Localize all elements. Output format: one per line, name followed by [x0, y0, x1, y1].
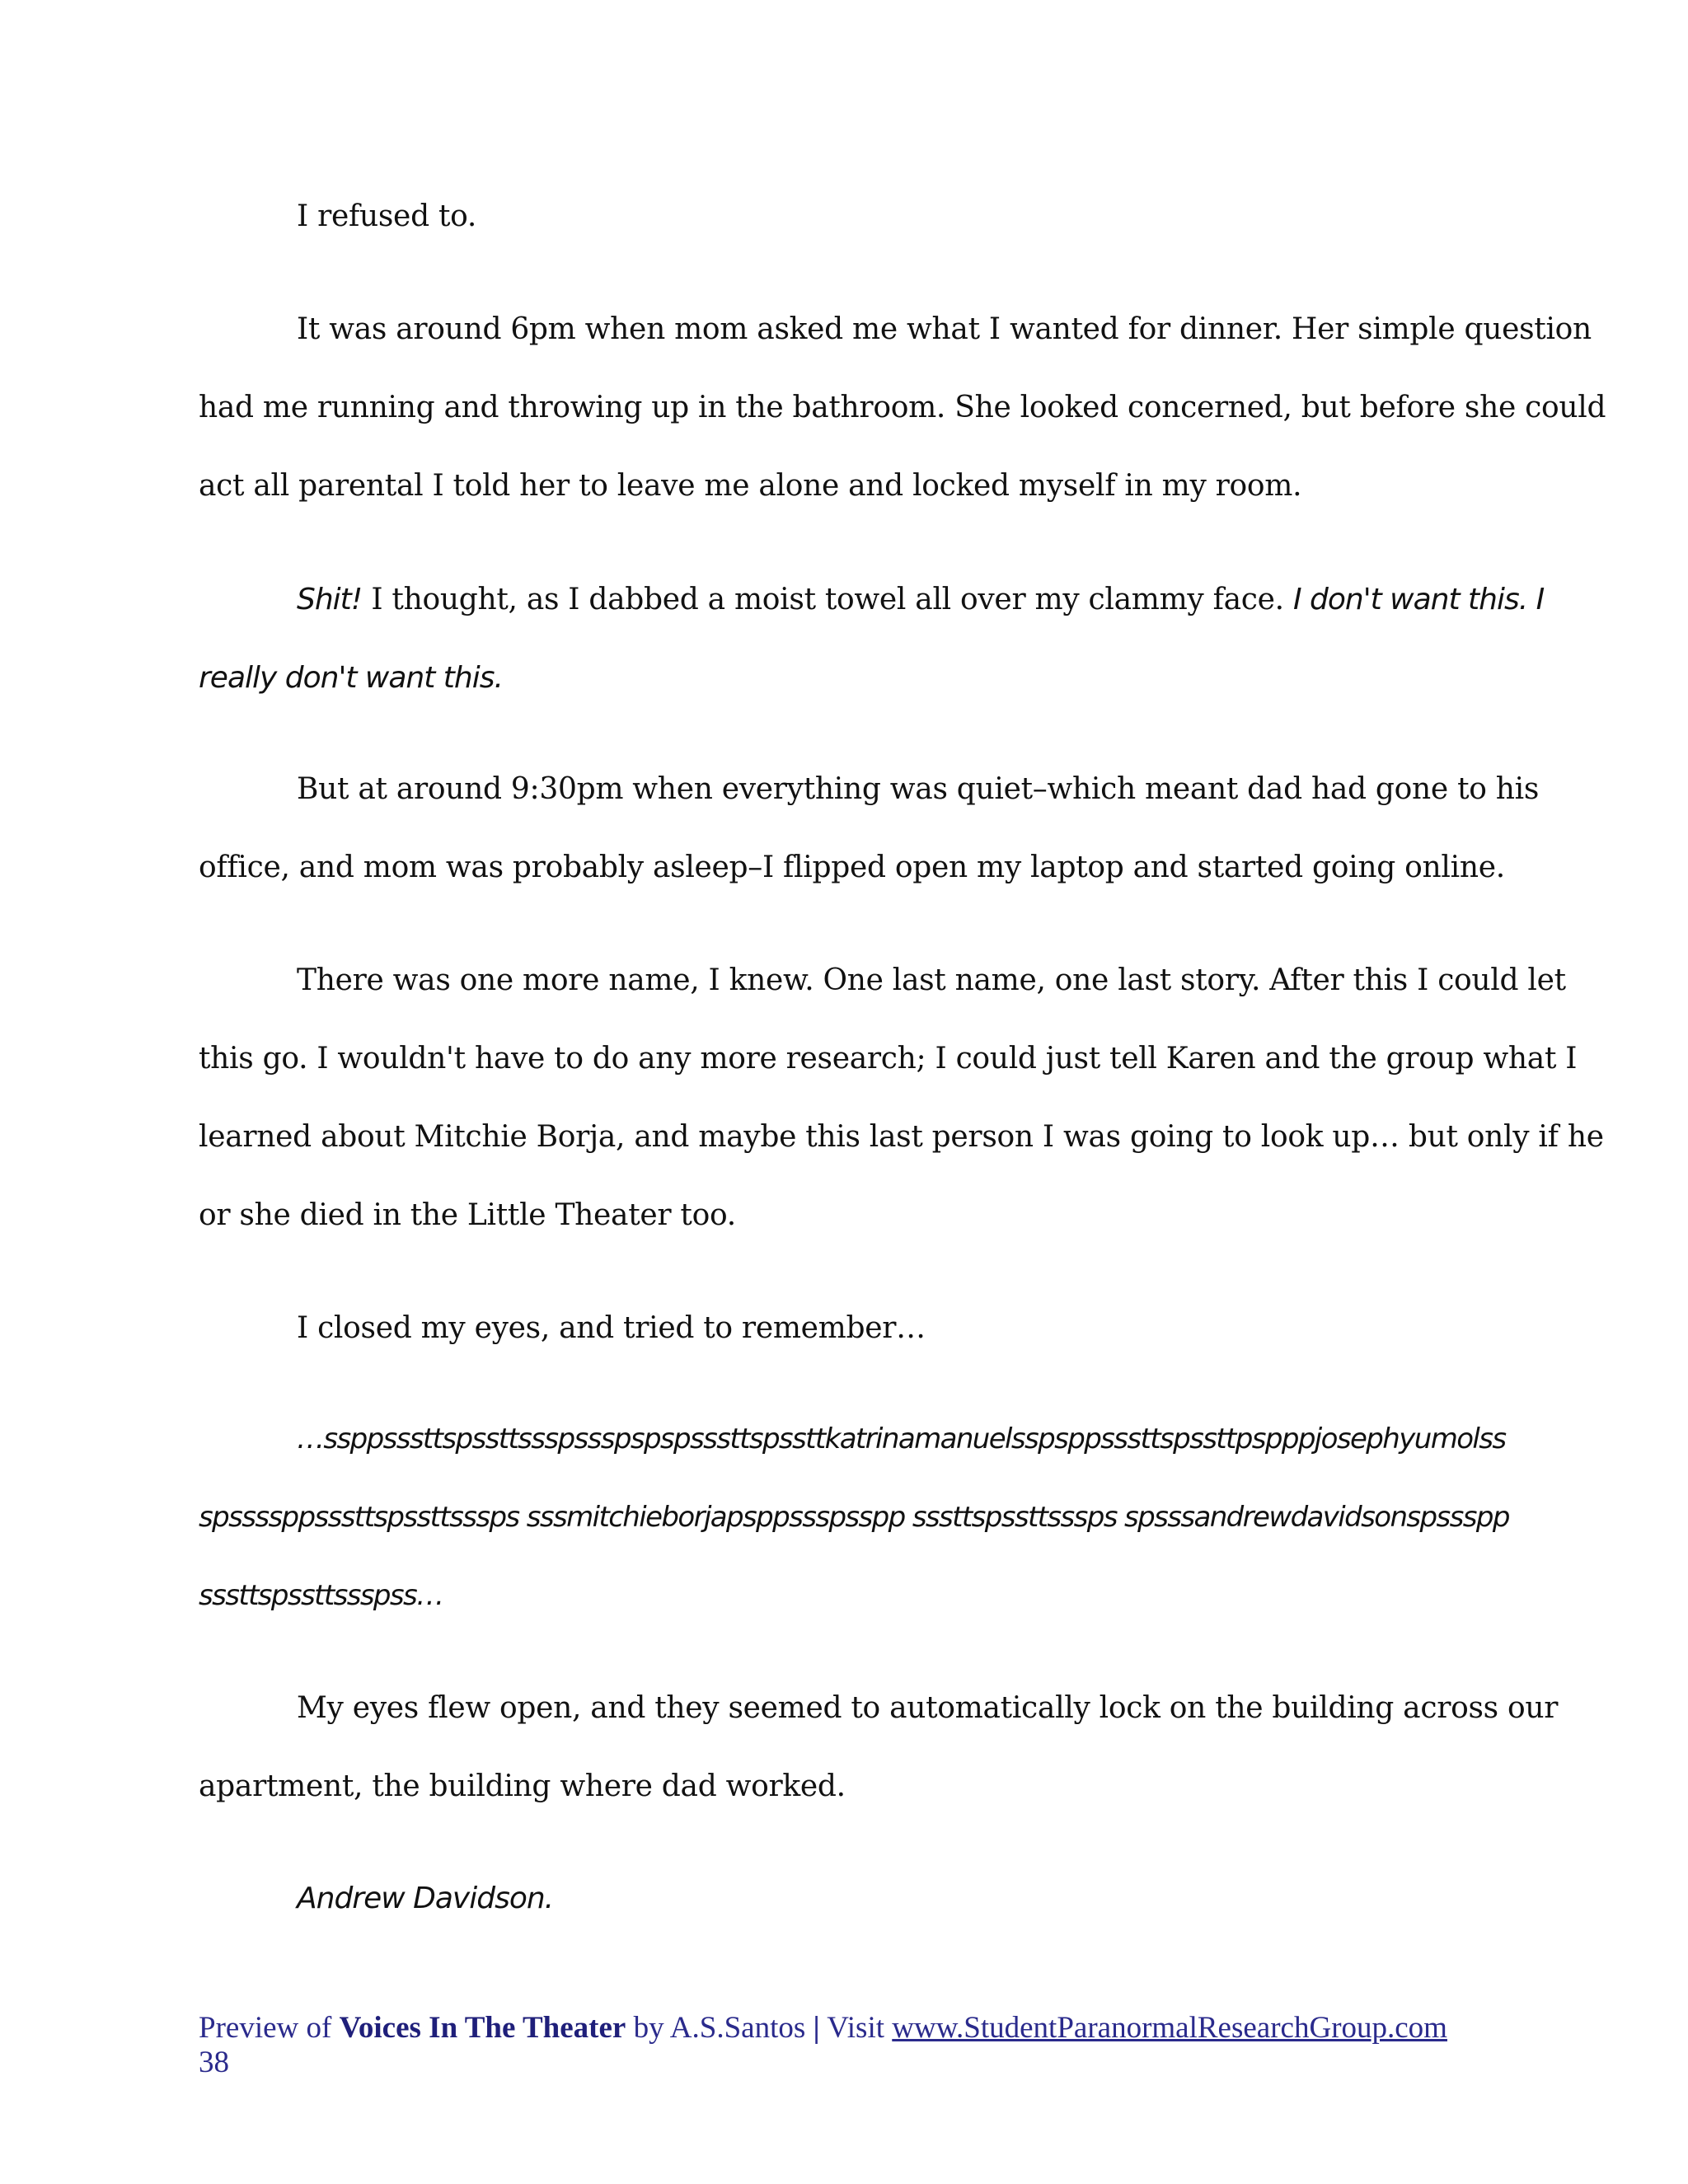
footer-credit-line: [199, 2011, 1600, 2046]
text-line: [199, 560, 1545, 639]
footer-prefix: Preview of: [199, 2011, 340, 2045]
text-line: this go. I wouldn't have to do any more research; I could just tell Karen and the group what I: [199, 1042, 1578, 1076]
paragraph: [199, 177, 1493, 255]
page-footer: [199, 2011, 1600, 2080]
paragraph: [199, 750, 1540, 907]
italic-paragraph: [199, 1400, 1509, 1635]
italic-paragraph: [199, 1859, 1493, 1938]
text-line: learned about Mitchie Borja, and maybe this last person I was going to look up… but only if he: [199, 1120, 1604, 1154]
website-link[interactable]: www.StudentParanormalResearchGroup.com: [892, 2011, 1447, 2045]
text-line: office, and mom was probably asleep–I flipped open my laptop and started going online.: [199, 851, 1505, 884]
text-line: I closed my eyes, and tried to remember…: [297, 1311, 926, 1345]
text-line: It was around 6pm when mom asked me what I wanted for dinner. Her simple question: [297, 312, 1592, 346]
text-line: act all parental I told her to leave me alone and locked myself in my room.: [199, 469, 1302, 503]
italic-text-line: …ssppsssttspssttssspssspspspsssttspssttkatrinamanuelsspsppsssttspssttpspppjosephyumolss: [297, 1422, 1506, 1455]
book-title: Voices In The Theater: [339, 2011, 626, 2045]
text-line: had me running and throwing up in the bathroom. She looked concerned, but before she could: [199, 391, 1606, 424]
text-line: apartment, the building where dad worked.: [199, 1769, 846, 1803]
text-line: But at around 9:30pm when everything was quiet–which meant dad had gone to his: [297, 772, 1540, 806]
italic-text-line: really don't want this.: [199, 661, 503, 695]
paragraph: [199, 1669, 1559, 1825]
page-number: 38: [199, 2046, 229, 2079]
italic-text: I don't want this. I: [1292, 583, 1545, 616]
italic-text-line: Andrew Davidson.: [297, 1882, 554, 1915]
footer-visit: Visit: [819, 2011, 893, 2045]
text-line: My eyes flew open, and they seemed to automatically lock on the building across our: [297, 1691, 1559, 1725]
plain-text: I thought, as I dabbed a moist towel all over my clammy face.: [362, 583, 1293, 616]
italic-text-line: sssttspssttssspss…: [199, 1579, 443, 1612]
text-line: There was one more name, I knew. One last name, one last story. After this I could let: [297, 963, 1566, 997]
paragraph: [199, 290, 1606, 525]
text-line: or she died in the Little Theater too.: [199, 1198, 736, 1232]
paragraph: [199, 941, 1604, 1254]
footer-separator: |: [813, 2011, 820, 2045]
paragraph: [199, 560, 1545, 717]
paragraph: [199, 1289, 1493, 1367]
italic-text-line: spssssppsssttspssttsssps sssmitchieborjapsppssspsspp sssttspssttsssps spsssandrewdavidsonspssspp: [199, 1501, 1509, 1534]
text-line: I refused to.: [297, 199, 477, 233]
footer-author: by A.S.Santos: [626, 2011, 814, 2045]
italic-text: Shit!: [297, 583, 363, 616]
